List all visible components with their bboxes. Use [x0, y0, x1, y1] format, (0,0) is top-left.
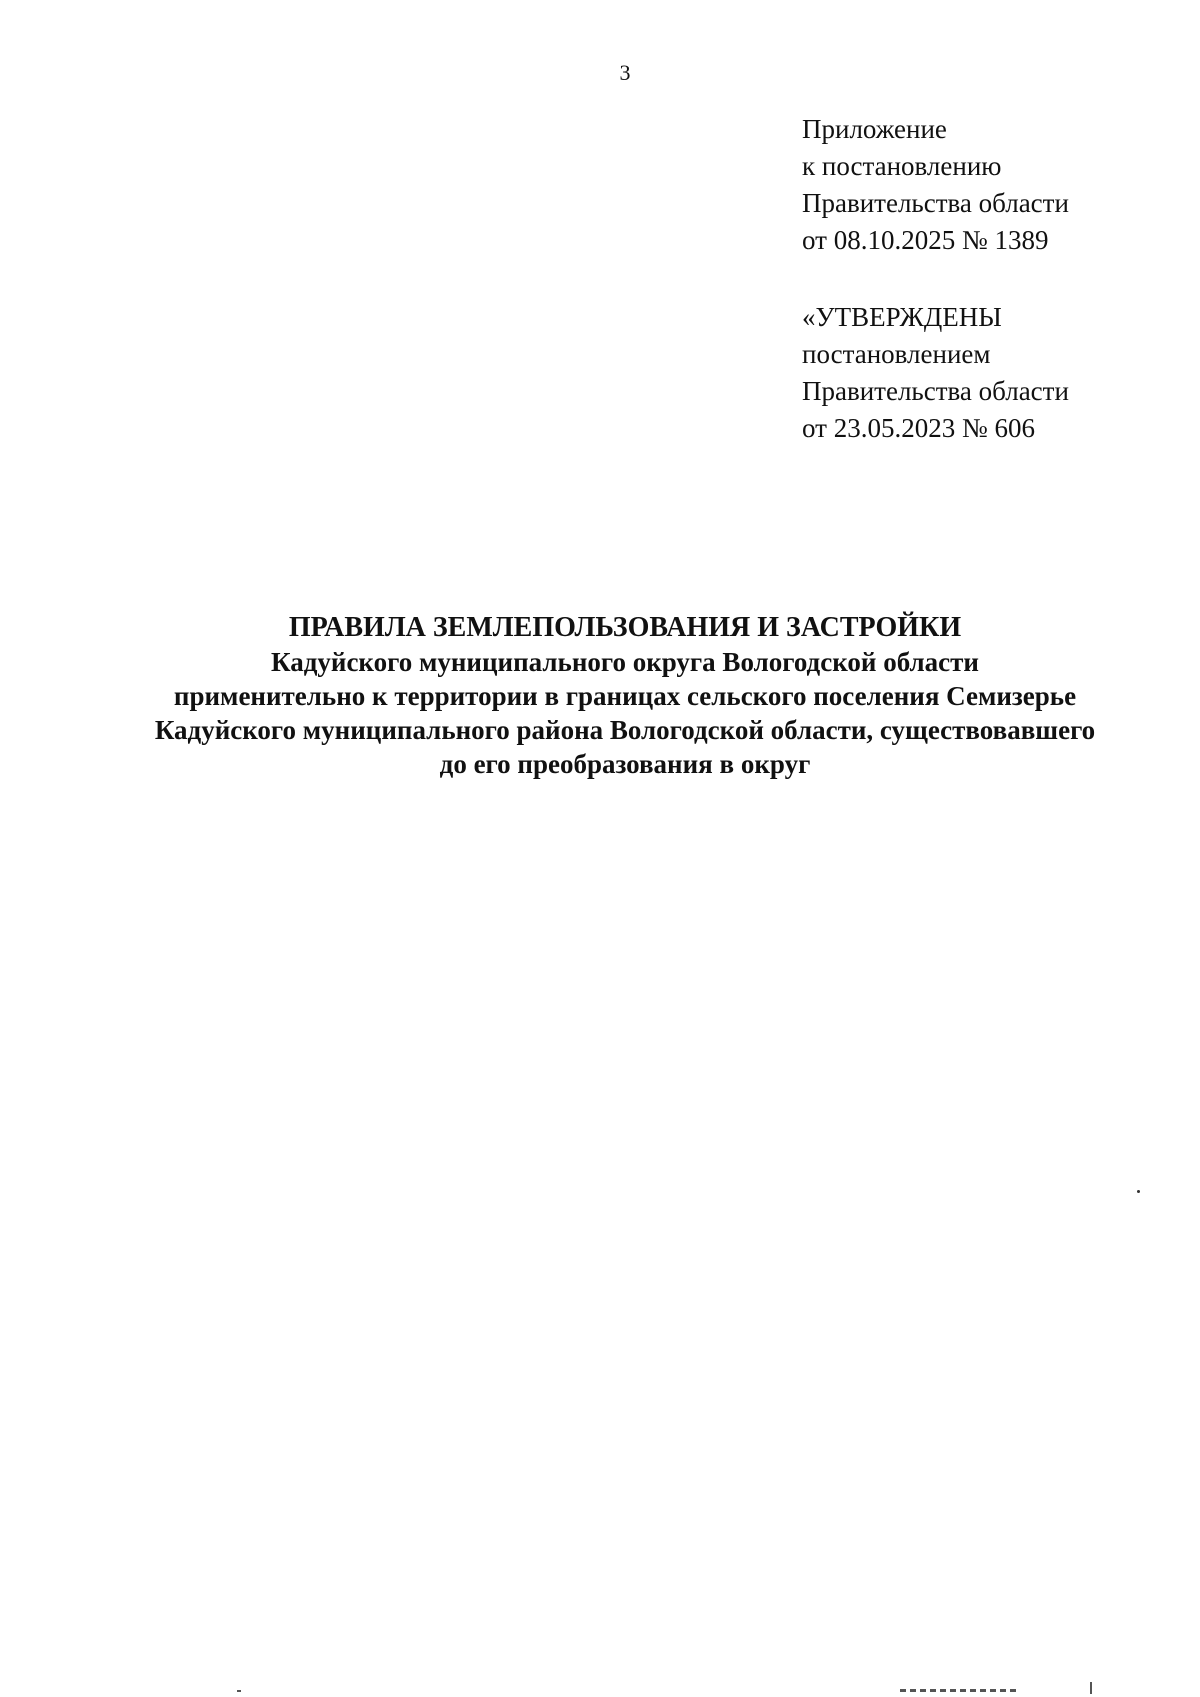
appendix-reference — [802, 111, 1182, 259]
page-number: 3 — [619, 60, 631, 85]
title-line-3: применительно к территории в границах сельского поселения Семизерье — [173, 681, 1077, 711]
appendix-line-1: Приложение — [802, 114, 947, 144]
approval-stamp-text — [802, 299, 1182, 447]
title-main: ПРАВИЛА ЗЕМЛЕПОЛЬЗОВАНИЯ И ЗАСТРОЙКИ — [288, 612, 962, 643]
scan-artifact-right — [900, 1689, 1020, 1692]
approved-line-4: от 23.05.2023 № 606 — [802, 413, 1035, 443]
approved-line-1: «УТВЕРЖДЕНЫ — [802, 302, 1002, 332]
scan-artifact-left — [237, 1690, 241, 1692]
scan-artifact-dot — [1137, 1190, 1140, 1193]
document-title — [0, 611, 1200, 781]
title-line-2: Кадуйского муниципального округа Вологодской области — [271, 647, 979, 677]
appendix-line-2: к постановлению — [802, 151, 1002, 181]
appendix-line-3: Правительства области — [802, 188, 1069, 218]
appendix-line-4: от 08.10.2025 № 1389 — [802, 225, 1049, 255]
scan-artifact-tick — [1090, 1682, 1092, 1694]
title-line-5: до его преобразования в округ — [439, 749, 811, 779]
title-line-4: Кадуйского муниципального района Вологодской области, существовавшего — [154, 715, 1096, 745]
approved-line-3: Правительства области — [802, 376, 1069, 406]
approved-line-2: постановлением — [802, 339, 991, 369]
